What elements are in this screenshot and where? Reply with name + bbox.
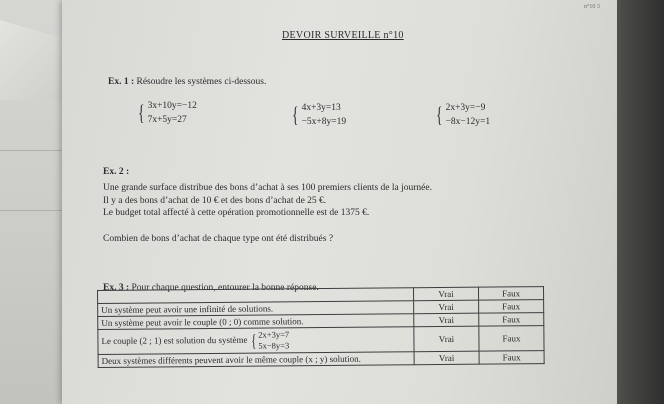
ex1-instruction: Résoudre les systèmes ci-dessous. — [136, 77, 267, 87]
statement-cell: Un système peut avoir le couple (0 ; 0) comme solution. — [98, 314, 414, 330]
ex2-label: Ex. 2 : — [103, 167, 130, 177]
vrai-option[interactable]: Vrai — [414, 313, 479, 327]
page-title: DEVOIR SURVEILLE n°10 — [282, 30, 404, 41]
equation: 7x+5y=27 — [147, 115, 187, 125]
statement-cell — [98, 327, 414, 355]
brace-icon: { — [251, 330, 257, 351]
faux-option[interactable]: Faux — [478, 287, 543, 301]
statement-text: Le couple (2 ; 1) est solution du système — [101, 334, 248, 347]
answer-table — [97, 286, 545, 368]
ex2-line: Il y a des bons d’achat de 10 € et des bons d’achat de 25 €. — [103, 196, 327, 206]
faux-option[interactable]: Faux — [479, 300, 544, 314]
inline-system — [250, 329, 290, 351]
ex2-question: Combien de bons d’achat de chaque type ont été distribués ? — [103, 234, 334, 244]
system-1 — [136, 99, 197, 127]
equation: 3x+10y=−12 — [147, 101, 197, 111]
faux-option[interactable]: Faux — [479, 313, 544, 327]
ex3-label: Ex. 3 : — [103, 283, 130, 293]
vrai-option[interactable]: Vrai — [414, 351, 479, 365]
equation: 2x+3y=7 — [258, 329, 290, 340]
equation: −8x−12y=1 — [445, 117, 491, 127]
ex1-heading — [108, 77, 266, 87]
equation: 2x+3y=−9 — [445, 103, 486, 113]
brace-icon: { — [436, 102, 443, 127]
ex3-instruction: Pour chaque question, entourer la bonne réponse. — [131, 283, 319, 293]
statement-cell: Deux systèmes différents peuvent avoir le même couple (x ; y) solution. — [98, 352, 414, 368]
statement-cell: Un système peut avoir une infinité de solutions. — [98, 301, 414, 317]
table-row — [98, 326, 544, 355]
corner-mark: n°10 3 — [584, 4, 600, 10]
faux-option[interactable]: Faux — [479, 351, 544, 365]
equation: −5x+8y=19 — [301, 117, 347, 127]
equation: 4x+3y=13 — [301, 103, 341, 113]
system-2 — [290, 101, 346, 129]
ex1-label: Ex. 1 : — [108, 77, 135, 87]
system-3 — [434, 101, 490, 129]
vrai-option[interactable]: Vrai — [414, 300, 479, 314]
equation: 5x−8y=3 — [258, 340, 290, 351]
ex2-line: Une grande surface distribue des bons d’achat à ses 100 premiers clients de la journée. — [103, 183, 432, 193]
brace-icon: { — [292, 102, 299, 127]
faux-option[interactable]: Faux — [479, 326, 544, 352]
vrai-option[interactable]: Vrai — [414, 326, 479, 352]
vrai-option[interactable]: Vrai — [413, 287, 478, 301]
brace-icon: { — [138, 100, 145, 125]
ex2-line: Le budget total affecté à cette opération promotionnelle est de 1375 €. — [103, 208, 370, 218]
